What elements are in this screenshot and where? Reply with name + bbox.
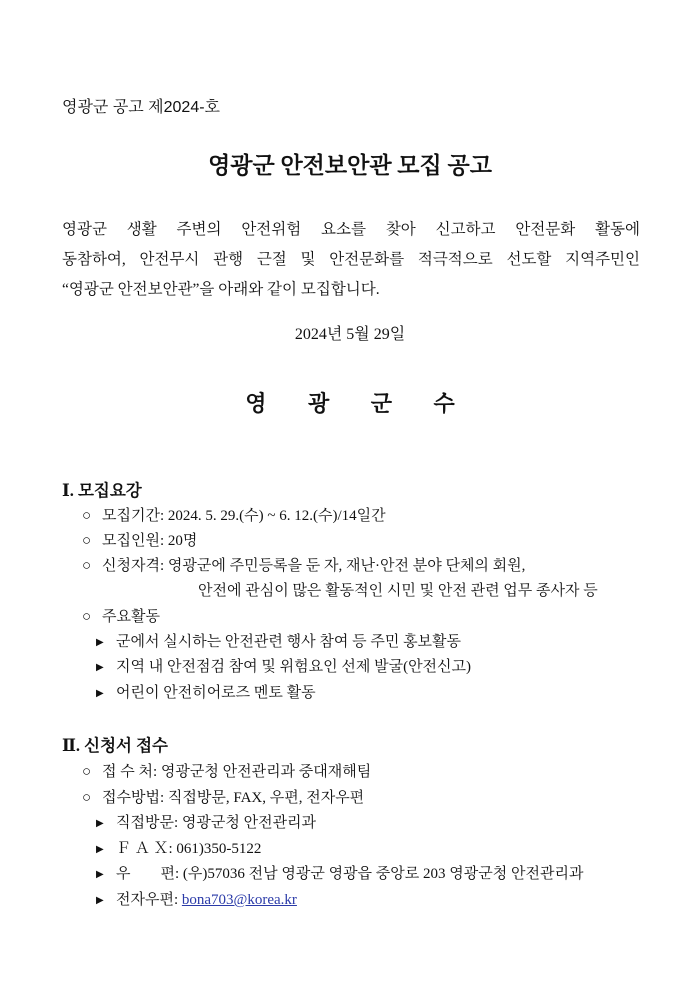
issuer: 영 광 군 수 <box>245 391 473 416</box>
list-item <box>96 839 261 860</box>
circle-bullet-icon: ○ <box>82 764 92 780</box>
arrow-bullet-icon: ▶ <box>96 687 104 699</box>
list-item <box>82 506 386 526</box>
circle-bullet-icon: ○ <box>82 533 92 549</box>
intro-line: “영광군 안전보안관”을 아래와 같이 모집합니다. <box>62 281 380 298</box>
activities-label: 주요활동 <box>102 609 160 625</box>
mail-address: 우 편: (우)57036 전남 영광군 영광읍 중앙로 203 영광군청 안전관리과 <box>116 866 584 882</box>
circle-bullet-icon: ○ <box>82 609 92 625</box>
list-item <box>96 890 297 911</box>
list-item <box>96 632 461 653</box>
list-item <box>82 762 371 782</box>
arrow-bullet-icon: ▶ <box>96 661 104 673</box>
fax: Ｆ Ａ Ｘ: 061)350-5122 <box>116 841 262 857</box>
list-item <box>96 864 583 885</box>
section-heading: Ⅱ. 신청서 접수 <box>62 736 168 755</box>
notice-number: 영광군 공고 제2024-호 <box>62 99 221 116</box>
email-label: 전자우편: <box>116 892 182 908</box>
list-item <box>82 788 364 808</box>
eligibility: 신청자격: 영광군에 주민등록을 둔 자, 재난·안전 분야 단체의 회원, <box>102 558 526 574</box>
eligibility-cont: 안전에 관심이 많은 활동적인 시민 및 안전 관련 업무 종사자 등 <box>198 583 598 599</box>
intro-line: 영광군 생활 주변의 안전위험 요소를 찾아 신고하고 안전문화 활동에 <box>62 221 640 238</box>
circle-bullet-icon: ○ <box>82 790 92 806</box>
circle-bullet-icon: ○ <box>82 508 92 524</box>
list-item <box>96 813 316 834</box>
circle-bullet-icon: ○ <box>82 558 92 574</box>
list-item <box>96 657 471 678</box>
activity: 어린이 안전히어로즈 멘토 활동 <box>116 685 316 701</box>
recruit-period: 모집기간: 2024. 5. 29.(수) ~ 6. 12.(수)/14일간 <box>102 508 386 524</box>
recruit-count: 모집인원: 20명 <box>102 533 198 549</box>
arrow-bullet-icon: ▶ <box>96 636 104 648</box>
notice-date: 2024년 5월 29일 <box>294 326 406 343</box>
office: 접 수 처: 영광군청 안전관리과 중대재해팀 <box>102 764 372 780</box>
section-heading: Ⅰ. 모집요강 <box>62 481 142 500</box>
activity: 지역 내 안전점검 참여 및 위험요인 선제 발굴(안전신고) <box>116 659 472 675</box>
activity: 군에서 실시하는 안전관련 행사 참여 등 주민 홍보활동 <box>116 634 462 650</box>
page-title: 영광군 안전보안관 모집 공고 <box>208 153 492 178</box>
arrow-bullet-icon: ▶ <box>96 868 104 880</box>
visit: 직접방문: 영광군청 안전관리과 <box>116 815 317 831</box>
list-item <box>82 531 197 551</box>
arrow-bullet-icon: ▶ <box>96 894 104 906</box>
intro-line: 동참하여, 안전무시 관행 근절 및 안전문화를 적극적으로 선도할 지역주민인 <box>62 251 640 268</box>
methods: 접수방법: 직접방문, FAX, 우편, 전자우편 <box>102 790 365 806</box>
list-item <box>82 556 525 576</box>
email-link[interactable]: bona703@korea.kr <box>181 892 297 908</box>
arrow-bullet-icon: ▶ <box>96 817 104 829</box>
list-item <box>82 607 160 627</box>
arrow-bullet-icon: ▶ <box>96 843 104 855</box>
list-item <box>96 683 316 704</box>
